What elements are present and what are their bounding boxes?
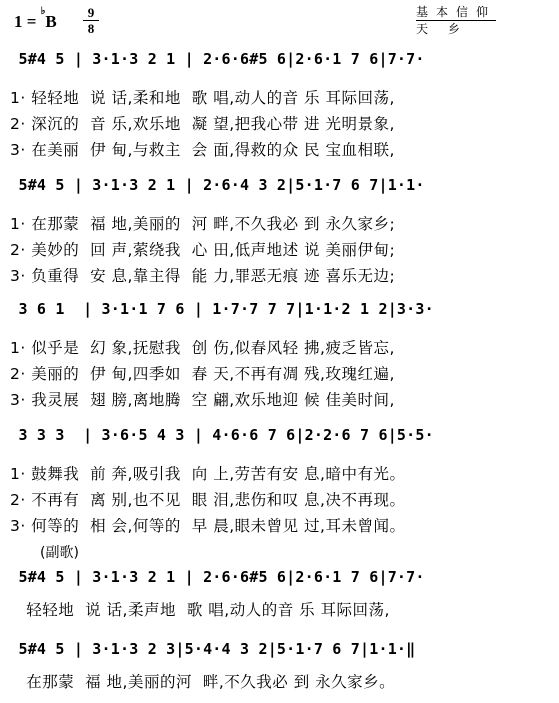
notation-line: 3 3 3 | 3·6·5 4 3 | 4·6·6 7 6|2·2·6 7 6|5·5· (0, 426, 434, 444)
lyric-verse-3: 3· 在美丽 伊 甸,与救主 会 面,得救的众 民 宝血相联, (10, 141, 395, 159)
chorus-lyric-2: 在那蒙 福 地,美丽的河 畔,不久我必 到 永久家乡。 (10, 673, 396, 691)
lyric-verse-2: 2· 美妙的 回 声,萦绕我 心 田,低声地述 说 美丽伊甸; (10, 241, 396, 259)
chorus-label: (副歌) (40, 545, 79, 561)
lyric-verse-3: 3· 负重得 安 息,靠主得 能 力,罪恶无痕 迹 喜乐无边; (10, 267, 396, 285)
key-label: 1 = (14, 12, 41, 31)
key-note: B (45, 12, 57, 31)
lyric-verse-1: 1· 鼓舞我 前 奔,吸引我 向 上,劳苦有安 息,暗中有光。 (10, 465, 406, 483)
time-signature (83, 6, 99, 35)
lyric-verse-2: 2· 美丽的 伊 甸,四季如 春 天,不再有凋 残,玫瑰红遍, (10, 365, 395, 383)
lyric-verse-1: 1· 轻轻地 说 话,柔和地 歌 唱,动人的音 乐 耳际回荡, (10, 89, 395, 107)
time-bottom: 8 (87, 21, 95, 36)
notation-line: 3 6 1 | 3·1·1 7 6 | 1·7·7 7 7|1·1·2 1 2|3·3· (0, 300, 434, 318)
chorus-notation-1: 5#4 5 | 3·1·3 2 1 | 2·6·6#5 6|2·6·1 7 6|7·7· (0, 568, 425, 586)
flat-sign: ♭ (40, 6, 46, 18)
lyric-verse-3: 3· 何等的 相 会,何等的 早 晨,眼未曾见 过,耳未曾闻。 (10, 517, 406, 535)
chorus-notation-2: 5#4 5 | 3·1·3 2 3|5·4·4 3 2|5·1·7 6 7|1·1·‖ (0, 640, 416, 658)
lyric-verse-3: 3· 我灵展 翅 膀,离地腾 空 翩,欢乐地迎 候 佳美时间, (10, 391, 395, 409)
credits (416, 4, 496, 37)
notation-line: 5#4 5 | 3·1·3 2 1 | 2·6·4 3 2|5·1·7 6 7|1·1· (0, 176, 425, 194)
notation-line: 5#4 5 | 3·1·3 2 1 | 2·6·6#5 6|2·6·1 7 6|7·7· (0, 50, 425, 68)
lyric-verse-1: 1· 似乎是 幻 象,抚慰我 创 伤,似春风轻 拂,疲乏皆忘, (10, 339, 395, 357)
chorus-lyric-1: 轻轻地 说 话,柔声地 歌 唱,动人的音 乐 耳际回荡, (10, 601, 390, 619)
key-signature (14, 6, 57, 32)
score-header (0, 0, 559, 48)
lyric-verse-2: 2· 深沉的 音 乐,欢乐地 凝 望,把我心带 进 光明景象, (10, 115, 395, 133)
lyric-verse-1: 1· 在那蒙 福 地,美丽的 河 畔,不久我必 到 永久家乡; (10, 215, 396, 233)
composer: 天 乡 (416, 22, 468, 36)
time-top: 9 (87, 5, 95, 20)
lyricist: 基本信仰 (416, 5, 497, 19)
lyric-verse-2: 2· 不再有 离 别,也不见 眼 泪,悲伤和叹 息,决不再现。 (10, 491, 406, 509)
